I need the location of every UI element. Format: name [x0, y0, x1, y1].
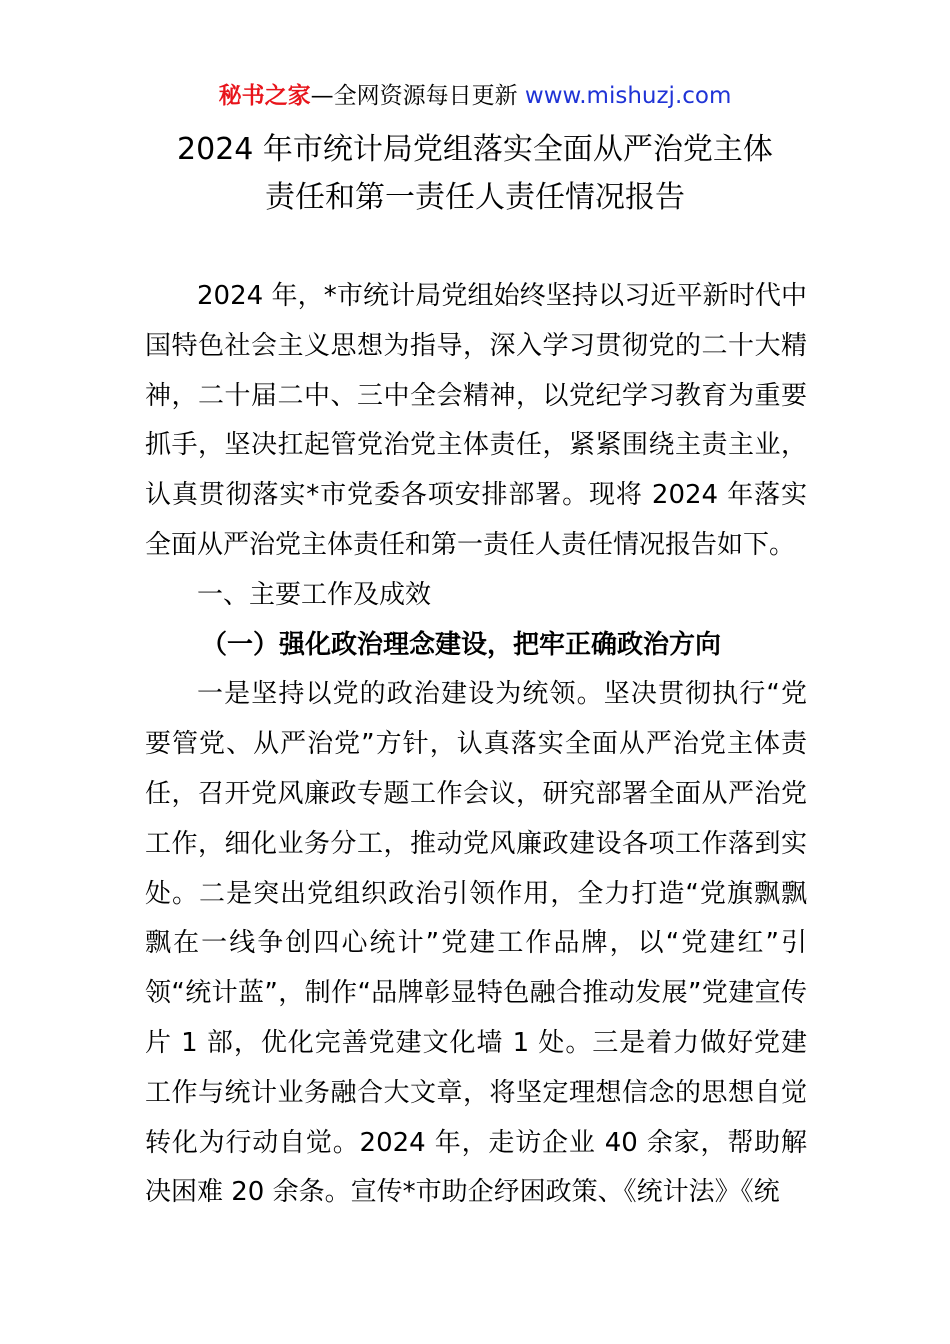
banner-brand: 秘书之家	[218, 83, 311, 109]
subsection-heading: （一）强化政治理念建设，把牢正确政治方向	[201, 629, 722, 660]
banner-tagline: —全网资源每日更新	[310, 83, 525, 109]
intro-paragraph: 2024 年，*市统计局党组始终坚持以习近平新时代中国特色社会主义思想为指导，深入学习贯彻党的二十大精神，二十届二中、三中全会精神，以党纪学习教育为重要抓手，坚决扛起管党治党主体责任，紧紧围绕主责主业，认真贯彻落实*市党委各项安排部署。现将 2024 年落实全面从严治党主体责任和第一责任人责任情况报告如下。	[145, 281, 807, 560]
title-line-2: 责任和第一责任人责任情况报告	[265, 180, 685, 215]
site-banner	[0, 80, 950, 112]
body-paragraph: 一是坚持以党的政治建设为统领。坚决贯彻执行“党要管党、从严治党”方针，认真落实全面从严治党主体责任，召开党风廉政专题工作会议，研究部署全面从严治党工作，细化业务分工，推动党风廉政建设各项工作落到实处。二是突出党组织政治引领作用，全力打造“党旗飘飘飘在一线争创四心统计”党建工作品牌，以“党建红”引领“统计蓝”，制作“品牌彰显特色融合推动发展”党建宣传片 1 部，优化完善党建文化墙 1 处。三是着力做好党建工作与统计业务融合大文章，将坚定理想信念的思想自觉转化为行动自觉。2024 年，走访企业 40 余家，帮助解决困难 20 余条。宣传*市助企纾困政策、《统计法》《统	[145, 679, 807, 1208]
section-heading: 一、主要工作及成效	[197, 579, 432, 610]
title-line-1: 2024 年市统计局党组落实全面从严治党主体	[177, 132, 773, 167]
document-body	[145, 272, 807, 1218]
banner-url-link[interactable]: www.mishuzj.com	[524, 83, 732, 109]
document-title	[0, 126, 950, 222]
